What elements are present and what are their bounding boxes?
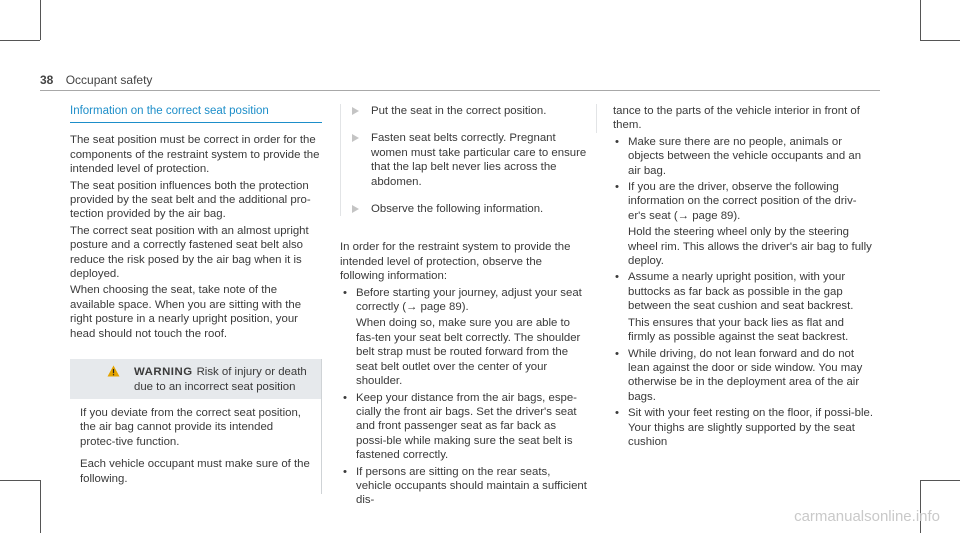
list-item: • Make sure there are no people, animals or objects between the vehicle occupants and an air bag. [615,135,862,177]
paragraph: The seat position must be correct in order for the components of the restraint system to provide the intended level of protection. [70,134,320,176]
step-item: Put the seat in the correct position. [349,104,588,118]
page-number: 38 [40,73,54,87]
crop-mark [920,40,960,41]
warning-icon [107,365,120,377]
bullet-icon: • [343,391,347,404]
section-heading: Information on the correct seat position [70,104,322,123]
bullet-icon: • [343,286,347,299]
arrow-icon [352,205,359,213]
crop-mark [40,0,41,40]
crop-mark [920,0,921,40]
bullet-icon: • [343,465,347,478]
step-item: Fasten seat belts correctly. Pregnant women must take particular care to ensure that the lap belt never lies across the abdomen. [349,131,588,189]
bullet-icon: • [615,271,619,284]
paragraph: In order for the restraint system to provide the intended level of protection, observe the following information: [340,241,571,283]
list-item: • While driving, do not lean forward and do not lean against the door or side window. You may otherwise be in the deployment area of the air bags. [615,347,863,403]
warning-header [70,359,321,399]
list-item: • Keep your distance from the air bags, espe-cially the front air bags. Set the driver's seat and front passenger seat as far back as possi-ble while making sure the seat belt is fastened correctly. [343,391,577,462]
arrow-icon [352,107,359,115]
bullet-icon: • [615,135,619,148]
paragraph: The correct seat position with an almost upright posture and a correctly fastened seat belt also reduce the risk posed by the air bag when it is deployed. [70,224,309,281]
bullet-icon: • [615,181,619,194]
crop-mark [0,480,40,481]
arrow-icon [352,134,359,142]
warning-box [70,359,322,494]
warning-text: Risk of injury or death due to an incorrect seat position [134,366,307,393]
crop-mark [920,480,921,533]
column-3 [612,104,874,451]
bullet-icon: • [615,347,619,360]
section-title: Occupant safety [65,73,153,87]
warning-body [70,399,321,486]
watermark: carmanualsonline.info [794,508,940,525]
column-2 [340,104,588,510]
list-item: • Sit with your feet resting on the floor, if possi-ble. Your thighs are slightly supported by the seat cushion [615,407,874,448]
list-item: • Assume a nearly upright position, with your buttocks as far back as possible in the gap between the seat cushion and seat backrest. This ensures that your back lies as flat and firmly as possible against the seat backrest. [615,271,854,344]
paragraph: The seat position influences both the protection provided by the seat belt and the additional pro-tection provided by the air bag. [70,179,311,221]
paragraph: If you deviate from the correct seat position, the air bag cannot provide its intended protec-tive function. [80,406,301,448]
column-1 [70,104,322,494]
crop-mark [0,40,40,41]
paragraph: Each vehicle occupant must make sure of the following. [80,458,310,485]
crop-mark [920,480,960,481]
page-header [40,73,152,87]
list-item: • Before starting your journey, adjust your seat correctly (→ page 89). When doing so, make sure you are able to fas-ten your seat belt correctly. The shoulder belt strap must be routed forward from the seat belt outlet over the center of your shoulder. [343,286,582,388]
bullet-icon: • [615,407,619,420]
warning-label: WARNING [134,366,193,379]
list-item: • If persons are sitting on the rear seats, vehicle occupants should maintain a sufficient dis- [343,465,587,507]
header-rule [40,90,880,91]
step-item: Observe the following information. [349,202,588,216]
list-item: • If you are the driver, observe the following information on the correct position of the driv-er's seat (→ page 89). Hold the steering wheel only by the steering wheel rim. This allows the driver's air bag to fully deploy. [615,181,872,268]
step-list [340,104,588,216]
crop-mark [40,480,41,533]
warning-title [134,365,313,394]
paragraph: When choosing the seat, take note of the available space. When you are sitting with the right posture in a nearly upright position, your head should not touch the roof. [70,284,302,340]
continued-text: tance to the parts of the vehicle interior in front of them. [596,104,874,133]
